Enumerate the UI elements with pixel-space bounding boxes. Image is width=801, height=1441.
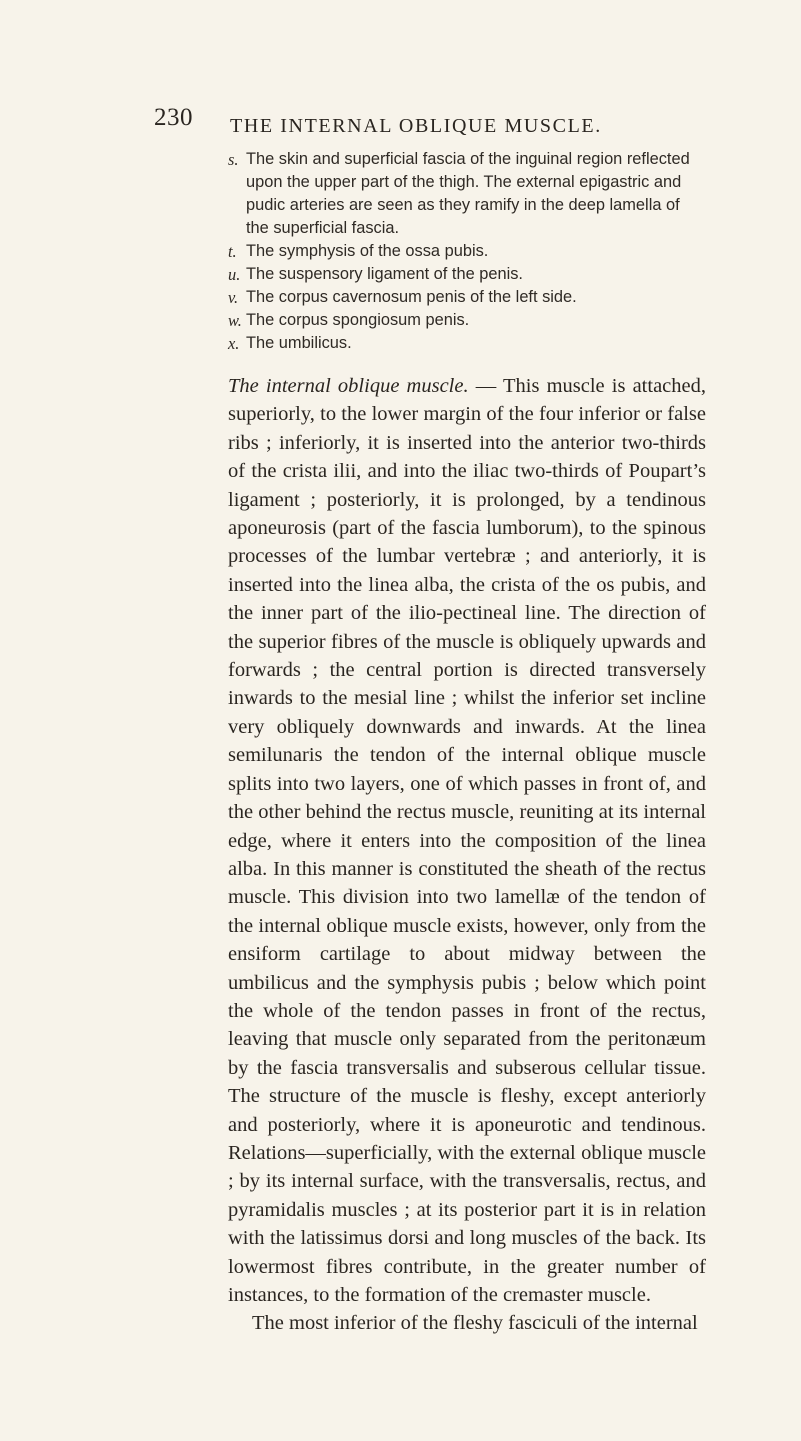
page-number: 230 [154, 104, 193, 131]
paragraph-text: — This muscle is attached, superiorly, to the lower margin of the four inferior or false ribs ; inferiorly, it is inserted into the anterior two-thirds of the crista ilii, and into the iliac two-thirds of Poupart’s ligament ; posteriorly, it is prolonged, by a tendinous aponeurosis (part of the fascia lumborum), to the spinous processes of the lumbar vertebræ ; and anteriorly, it is inserted into the linea alba, the crista of the os pubis, and the inner part of the ilio-pectineal line. The direction of the superior fibres of the muscle is obliquely upwards and forwards ; the central portion is directed transversely inwards to the mesial line ; whilst the inferior set incline very obliquely downwards and inwards. At the linea semilunaris the tendon of the internal oblique muscle splits into two layers, one of which passes in front of, and the other behind the rectus muscle, reuniting at its internal edge, where it enters into the composition of the linea alba. In this manner is constituted the sheath of the rectus muscle. This division into two lamellæ of the tendon of the internal oblique muscle exists, however, only from the ensiform cartilage to about midway between the umbilicus and the symphysis pubis ; below which point the whole of the tendon passes in front of the rectus, leaving that muscle only separated from the peritonæum by the fascia transversalis and subserous cellular tissue. The structure of the muscle is fleshy, except anteriorly and posteriorly, where it is aponeurotic and tendinous. Relations—superficially, with the external oblique muscle ; by its internal surface, with the transversalis, rectus, and pyramidalis muscles ; at its posterior part it is in relation with the latissimus dorsi and long muscles of the back. Its lowermost fibres contribute, in the greater number of instances, to the formation of the cremaster muscle. [228, 375, 706, 1306]
paragraph-text: The most inferior of the fleshy fasciculi of the internal [252, 1312, 698, 1335]
legend-text: The suspensory ligament of the penis. [246, 265, 523, 283]
running-title: THE INTERNAL OBLIQUE MUSCLE. [230, 115, 602, 137]
legend-text: The skin and superficial fascia of the inguinal region reflected upon the upper part of the thigh. The external epigastric and pudic arteries are seen as they ramify in the deep lamella of the superficial fascia. [246, 150, 690, 237]
legend-item [228, 148, 698, 240]
legend-item [228, 332, 698, 355]
legend-item [228, 309, 698, 332]
legend-letter: x. [228, 334, 240, 353]
page-header [0, 104, 801, 138]
figure-legend [228, 148, 698, 355]
legend-text: The symphysis of the ossa pubis. [246, 242, 489, 260]
legend-letter: w. [228, 311, 242, 330]
legend-letter: t. [228, 242, 237, 261]
section-heading: The internal oblique muscle. [228, 375, 469, 397]
paragraph [228, 1309, 706, 1337]
paragraph [228, 372, 706, 1309]
legend-letter: v. [228, 288, 239, 307]
legend-item [228, 240, 698, 263]
legend-item [228, 286, 698, 309]
body-text [228, 372, 706, 1338]
legend-text: The umbilicus. [246, 334, 352, 352]
legend-text: The corpus spongiosum penis. [246, 311, 470, 329]
legend-item [228, 263, 698, 286]
legend-letter: u. [228, 265, 241, 284]
legend-letter: s. [228, 150, 239, 169]
legend-text: The corpus cavernosum penis of the left side. [246, 288, 577, 306]
